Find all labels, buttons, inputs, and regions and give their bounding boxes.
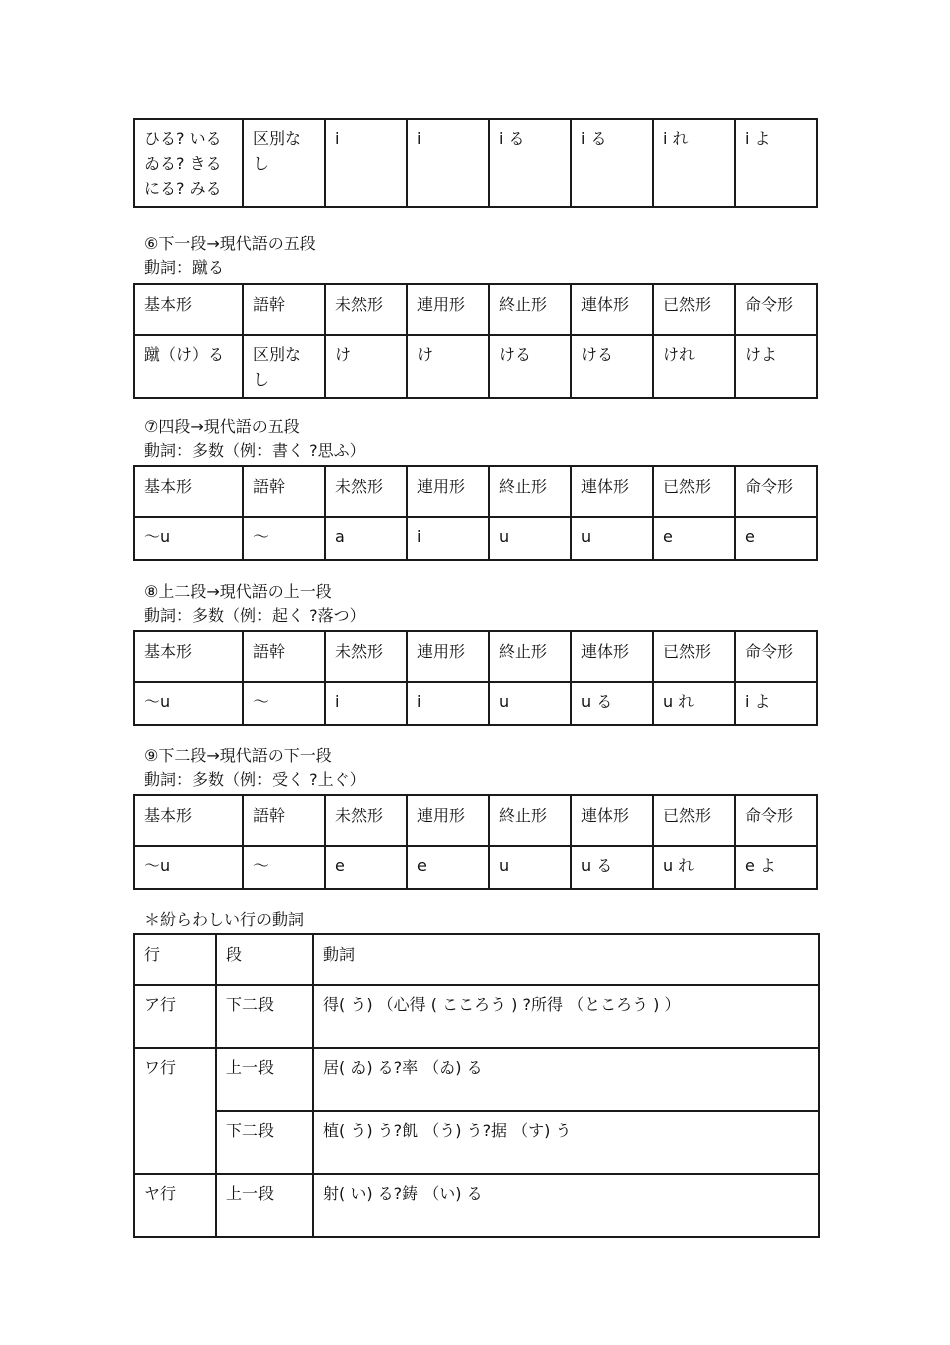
column-header: 基本形 bbox=[134, 466, 243, 517]
table-row bbox=[134, 517, 817, 560]
table-cell: 得( う) （心得 ( こころう ) ?所得 （ところう ) ） bbox=[313, 985, 819, 1048]
column-header: 已然形 bbox=[653, 795, 735, 846]
section-title: ⑥下一段→現代語の五段 bbox=[144, 234, 316, 253]
table-cell: 〜u bbox=[134, 517, 243, 560]
column-header: 連用形 bbox=[407, 631, 489, 682]
table-row bbox=[134, 682, 817, 725]
column-header: 未然形 bbox=[325, 284, 407, 335]
table-row bbox=[134, 1048, 819, 1111]
cell-line: 区別な bbox=[253, 345, 302, 364]
table-header-row bbox=[134, 934, 819, 985]
table-cell: 蹴（け）る bbox=[134, 335, 243, 398]
table-cell: e bbox=[735, 517, 817, 560]
conjugation-table-shimo-nidan bbox=[133, 794, 818, 890]
column-header: 命令形 bbox=[735, 631, 817, 682]
table-row bbox=[134, 335, 817, 398]
column-header: 命令形 bbox=[735, 284, 817, 335]
table-cell: i bbox=[407, 682, 489, 725]
table-cell: ける bbox=[489, 335, 571, 398]
table-cell: け bbox=[325, 335, 407, 398]
section-title: ⑧上二段→現代語の上一段 bbox=[144, 582, 332, 601]
table-header-row bbox=[134, 284, 817, 335]
table-cell: 〜 bbox=[243, 682, 325, 725]
table-cell: ワ行 bbox=[134, 1048, 216, 1174]
table-cell: 下二段 bbox=[216, 1111, 313, 1174]
table-cell: e bbox=[325, 846, 407, 889]
table-cell: e bbox=[407, 846, 489, 889]
table-cell bbox=[243, 335, 325, 398]
table-cell: 下二段 bbox=[216, 985, 313, 1048]
column-header: 動詞 bbox=[313, 934, 819, 985]
table-cell: u る bbox=[571, 846, 653, 889]
cell-line: にる? みる bbox=[144, 179, 222, 198]
table-cell: けれ bbox=[653, 335, 735, 398]
column-header: 已然形 bbox=[653, 284, 735, 335]
column-header: 未然形 bbox=[325, 795, 407, 846]
table-cell: i bbox=[325, 682, 407, 725]
table-cell: i よ bbox=[735, 682, 817, 725]
column-header: 連用形 bbox=[407, 795, 489, 846]
section-verbs: 動詞：多数（例：書く ?思ふ） bbox=[144, 441, 366, 460]
conjugation-table-kami-nidan bbox=[133, 630, 818, 726]
column-header: 基本形 bbox=[134, 795, 243, 846]
section-verbs: 動詞：蹴る bbox=[144, 258, 225, 277]
table-cell: i よ bbox=[735, 119, 817, 207]
column-header: 終止形 bbox=[489, 631, 571, 682]
column-header: 命令形 bbox=[735, 795, 817, 846]
column-header: 段 bbox=[216, 934, 313, 985]
column-header: 終止形 bbox=[489, 284, 571, 335]
conjugation-table-shimo-ichidan bbox=[133, 283, 818, 399]
section-title: ＊紛らわしい行の動詞 bbox=[144, 910, 305, 929]
column-header: 連体形 bbox=[571, 795, 653, 846]
cell-line: し bbox=[253, 154, 270, 173]
table-cell: 〜u bbox=[134, 682, 243, 725]
column-header: 行 bbox=[134, 934, 216, 985]
column-header: 已然形 bbox=[653, 631, 735, 682]
column-header: 終止形 bbox=[489, 795, 571, 846]
column-header: 終止形 bbox=[489, 466, 571, 517]
column-header: 未然形 bbox=[325, 466, 407, 517]
column-header: 語幹 bbox=[243, 284, 325, 335]
section-title: ⑨下二段→現代語の下一段 bbox=[144, 746, 332, 765]
column-header: 已然形 bbox=[653, 466, 735, 517]
table-row bbox=[134, 985, 819, 1048]
table-cell bbox=[243, 119, 325, 207]
table-cell: i bbox=[407, 517, 489, 560]
table-cell: ヤ行 bbox=[134, 1174, 216, 1237]
column-header: 語幹 bbox=[243, 631, 325, 682]
table-cell: e よ bbox=[735, 846, 817, 889]
table-cell: u れ bbox=[653, 846, 735, 889]
column-header: 基本形 bbox=[134, 284, 243, 335]
column-header: 命令形 bbox=[735, 466, 817, 517]
cell-line: し bbox=[253, 370, 270, 389]
cell-line: 区別な bbox=[253, 129, 302, 148]
column-header: 連体形 bbox=[571, 631, 653, 682]
table-cell: 植( う) う?飢 （う) う?据 （す) う bbox=[313, 1111, 819, 1174]
table-cell: a bbox=[325, 517, 407, 560]
table-cell: u bbox=[489, 517, 571, 560]
table-cell bbox=[134, 119, 243, 207]
table-row bbox=[134, 119, 817, 207]
column-header: 連用形 bbox=[407, 466, 489, 517]
section-verbs: 動詞：多数（例：起く ?落つ） bbox=[144, 606, 366, 625]
table-cell: ける bbox=[571, 335, 653, 398]
table-cell: u る bbox=[571, 682, 653, 725]
conjugation-table-continued bbox=[133, 118, 818, 208]
table-cell: 上一段 bbox=[216, 1174, 313, 1237]
confusing-verbs-table bbox=[133, 933, 820, 1238]
table-cell: u bbox=[489, 846, 571, 889]
table-row bbox=[134, 1111, 819, 1174]
table-cell: i bbox=[407, 119, 489, 207]
table-cell: u bbox=[571, 517, 653, 560]
table-cell: e bbox=[653, 517, 735, 560]
table-cell: けよ bbox=[735, 335, 817, 398]
table-cell: け bbox=[407, 335, 489, 398]
section-verbs: 動詞：多数（例：受く ?上ぐ） bbox=[144, 770, 366, 789]
table-cell: u れ bbox=[653, 682, 735, 725]
column-header: 語幹 bbox=[243, 795, 325, 846]
table-header-row bbox=[134, 795, 817, 846]
table-cell: 〜u bbox=[134, 846, 243, 889]
table-cell: 〜 bbox=[243, 846, 325, 889]
table-header-row bbox=[134, 466, 817, 517]
table-cell: 居( ゐ) る?率 （ゐ) る bbox=[313, 1048, 819, 1111]
table-cell: 上一段 bbox=[216, 1048, 313, 1111]
table-cell: ア行 bbox=[134, 985, 216, 1048]
table-row bbox=[134, 1174, 819, 1237]
table-cell: 射( い) る?鋳 （い) る bbox=[313, 1174, 819, 1237]
table-cell: i る bbox=[489, 119, 571, 207]
conjugation-table-yodan bbox=[133, 465, 818, 561]
column-header: 語幹 bbox=[243, 466, 325, 517]
table-header-row bbox=[134, 631, 817, 682]
column-header: 未然形 bbox=[325, 631, 407, 682]
cell-line: ゐる? きる bbox=[144, 154, 222, 173]
column-header: 連体形 bbox=[571, 466, 653, 517]
column-header: 連用形 bbox=[407, 284, 489, 335]
table-cell: i bbox=[325, 119, 407, 207]
cell-line: ひる? いる bbox=[144, 129, 222, 148]
table-row bbox=[134, 846, 817, 889]
table-cell: i れ bbox=[653, 119, 735, 207]
column-header: 基本形 bbox=[134, 631, 243, 682]
table-cell: 〜 bbox=[243, 517, 325, 560]
section-title: ⑦四段→現代語の五段 bbox=[144, 417, 300, 436]
column-header: 連体形 bbox=[571, 284, 653, 335]
table-cell: u bbox=[489, 682, 571, 725]
table-cell: i る bbox=[571, 119, 653, 207]
